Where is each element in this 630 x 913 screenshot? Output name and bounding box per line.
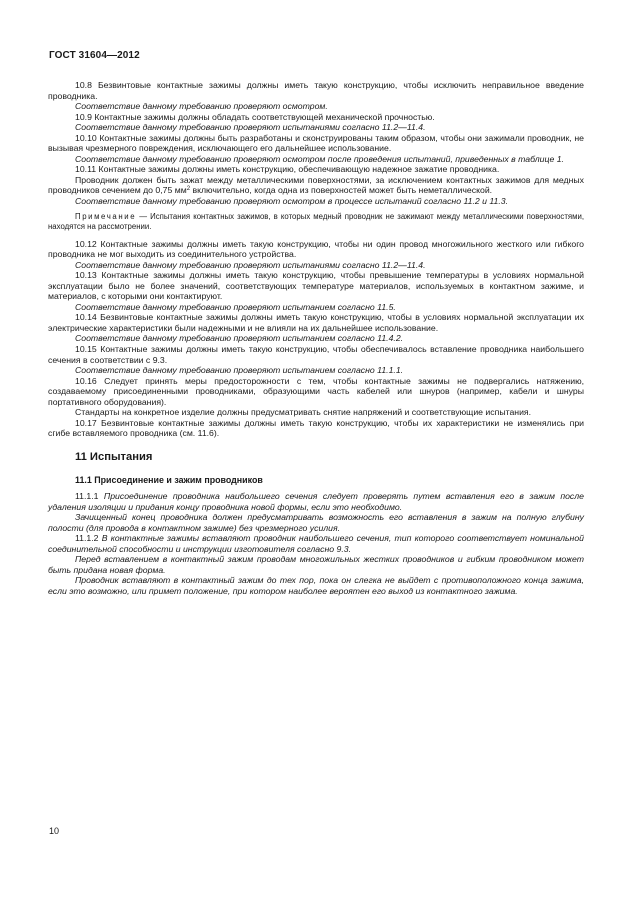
clause-10-11-body bbox=[48, 175, 584, 196]
note bbox=[48, 212, 584, 233]
clause-10-11-body-part1: Проводник должен быть зажат между металлическими поверхностями, за исключением контактных зажимов для медных проводников сечением до 0,75 мм bbox=[48, 174, 584, 196]
section-11-1-heading: 11.1 Присоединение и зажим проводников bbox=[75, 474, 263, 485]
clause-10-17: 10.17 Безвинтовые контактные зажимы должны иметь такую конструкцию, чтобы их характеристики не изменялись при сгибе вставляемого проводника (см. 11.6). bbox=[48, 417, 584, 439]
clause-10-16-body: Стандарты на конкретное изделие должны предусматривать снятие напряжений и соответствующие испытания. bbox=[75, 407, 532, 418]
clause-11-1-1 bbox=[48, 491, 584, 512]
clause-10-14-compliance: Соответствие данному требованию проверяют испытанием согласно 11.4.2. bbox=[75, 333, 404, 344]
clause-10-15: 10.15 Контактные зажимы должны иметь такую конструкцию, чтобы обеспечивалось вставление проводника наибольшего сечения в соответствии с 9.3. bbox=[48, 344, 584, 365]
page-number: 10 bbox=[49, 826, 60, 836]
clause-11-1-2-number: 11.1.2 bbox=[75, 533, 102, 544]
clause-10-14: 10.14 Безвинтовые контактные зажимы должны иметь такую конструкцию, чтобы в условиях нормальной эксплуатации их электрические характеристики были надежными и не влияли на их дальнейшее использование. bbox=[48, 312, 584, 333]
clause-11-1-1-body: Зачищенный конец проводника должен предусматривать возможность его вставления в зажим на полную глубину полости (для провода в контактном зажиме) без чрезмерного усилия. bbox=[48, 512, 584, 533]
clause-10-8: 10.8 Безвинтовые контактные зажимы должны иметь такую конструкцию, чтобы исключить неправильное введение проводника. bbox=[48, 80, 584, 101]
clause-10-11-body-part2: включительно, когда одна из поверхностей может быть неметаллической. bbox=[190, 185, 493, 196]
clause-11-1-2-body: Перед вставлением в контактный зажим проводам многожильных жестких проводников и гибким проводником может быть придана новая форма. bbox=[48, 554, 584, 575]
clause-11-1-2-text: В контактные зажимы вставляют проводник наибольшего сечения, тип которого соответствует номинальной соединительной способности и инструкции изготовителя согласно 9.3. bbox=[48, 533, 584, 554]
clause-10-9: 10.9 Контактные зажимы должны обладать соответствующей механической прочностью. bbox=[75, 111, 435, 122]
clause-10-9-compliance: Соответствие данному требованию проверяют испытаниями согласно 11.2—11.4. bbox=[75, 122, 426, 133]
note-text: — Испытания контактных зажимов, в которых медный проводник не зажимают между металлическими поверхностями, находятся на рассмотрении. bbox=[48, 211, 584, 232]
note-label: Примечание bbox=[75, 211, 137, 221]
clause-10-8-compliance: Соответствие данному требованию проверяют осмотром. bbox=[75, 101, 328, 112]
document-header: ГОСТ 31604—2012 bbox=[49, 50, 140, 61]
clause-11-1-1-text: Присоединение проводника наибольшего сечения следует проверять путем вставления его в зажим после удаления изоляции и придания концу проводника новой формы, если это необходимо. bbox=[48, 491, 585, 512]
clause-10-12: 10.12 Контактные зажимы должны иметь такую конструкцию, чтобы ни один провод многожильного жесткого или гибкого проводника не мог выходить из соединительного устройства. bbox=[48, 238, 584, 260]
clause-10-13: 10.13 Контактные зажимы должны иметь такую конструкцию, чтобы превышение температуры в условиях нормальной эксплуатации было не более значений, соответствующих температуре материалов, используемых в контактном зажиме, и материалов, с которыми они контактируют. bbox=[48, 270, 584, 302]
superscript-2: 2 bbox=[186, 186, 191, 193]
document-body bbox=[48, 80, 584, 597]
clause-10-16: 10.16 Следует принять меры предосторожности с тем, чтобы контактные зажимы не подвергались натяжению, создаваемому присоединенными проводниками, образующими часть кабелей или шнуров (например, кабели и шнуры портативного оборудования). bbox=[48, 375, 584, 407]
clause-10-13-compliance: Соответствие данному требованию проверяют испытанием согласно 11.5. bbox=[75, 301, 396, 312]
clause-10-11: 10.11 Контактные зажимы должны иметь конструкцию, обеспечивающую надежное зажатие проводника. bbox=[75, 164, 500, 175]
clause-10-10: 10.10 Контактные зажимы должны быть разработаны и сконструированы таким образом, чтобы они зажимали проводник, не вызывая чрезмерного повреждения, исключающего его дальнейшее использование. bbox=[48, 132, 584, 154]
clause-11-1-2 bbox=[48, 533, 584, 554]
clause-10-15-compliance: Соответствие данному требованию проверяют испытанием согласно 11.1.1. bbox=[75, 365, 404, 376]
section-11-heading: 11 Испытания bbox=[75, 450, 153, 463]
clause-10-11-compliance: Соответствие данному требованию проверяют осмотром в процессе испытаний согласно 11.2 и 11.3. bbox=[75, 196, 509, 207]
clause-11-1-2-body-2: Проводник вставляют в контактный зажим до тех пор, пока он слегка не выйдет с противоположного конца зажима, если это возможно, или примет положение, при котором наиболее вероятен его выход из контактного зажима. bbox=[48, 575, 584, 596]
clause-10-10-compliance: Соответствие данному требованию проверяют осмотром после проведения испытаний, приведенных в таблице 1. bbox=[75, 153, 564, 164]
clause-11-1-1-number: 11.1.1 bbox=[75, 491, 104, 502]
clause-10-12-compliance: Соответствие данному требованию проверяют испытаниями согласно 11.2—11.4. bbox=[75, 259, 426, 270]
